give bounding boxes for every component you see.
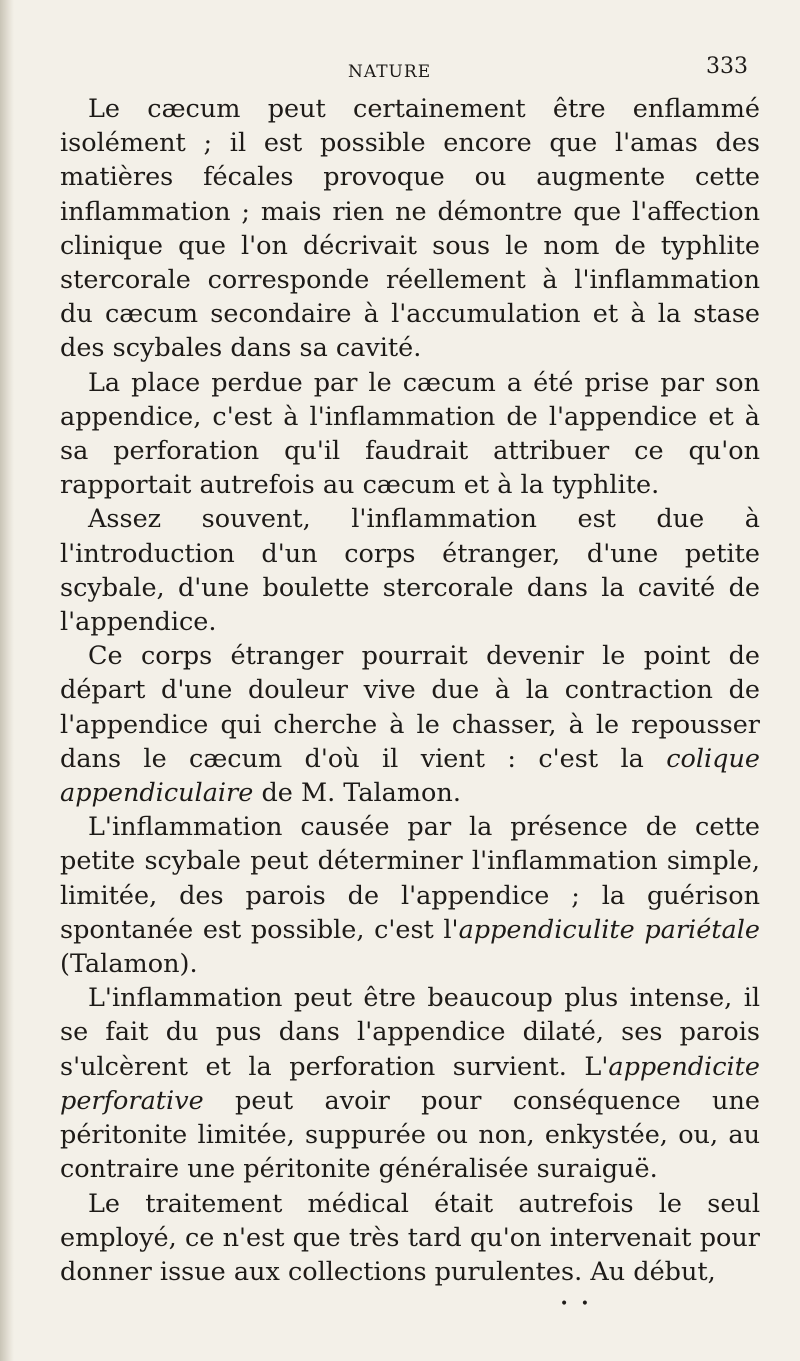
- page-number: 333: [706, 54, 748, 79]
- paragraph: [60, 502, 760, 639]
- signature-mark: • •: [560, 1296, 593, 1312]
- paragraph: [60, 92, 760, 366]
- paragraph-text: Le traitement médical était autrefois le seul employé, ce n'est que très tard qu'on intervenait pour donner issue aux collections purulentes. Au début,: [60, 1188, 760, 1287]
- page-edge-shadow: [0, 0, 14, 1361]
- paragraph-text: peut avoir pour conséquence une péritonite limitée, suppurée ou non, enkystée, ou, au contraire une péritonite généralisée suraiguë.: [60, 1085, 760, 1185]
- paragraph-text: L'inflammation peut être beaucoup plus intense, il se fait du pus dans l'appendice dilaté, ses parois s'ulcèrent et la perforation survient. L': [60, 983, 760, 1082]
- paragraph: [60, 1187, 760, 1290]
- paragraph-text: La place perdue par le cæcum a été prise par son appendice, c'est à l'inflammation de l'appendice et à sa perforation qu'il faudrait attribuer ce qu'on rapportait autrefois au cæcum et à la typhlite.: [60, 367, 760, 501]
- body-text: [60, 92, 760, 1289]
- italic-term: appendiculite pariétale: [458, 914, 760, 945]
- paragraph: [60, 810, 760, 981]
- italic-term: colique appendiculaire: [60, 743, 760, 809]
- running-head: NATURE: [348, 62, 432, 82]
- paragraph-text: Ce corps étranger pourrait devenir le point de départ d'une douleur vive due à la contraction de l'appendice qui cherche à le chasser, à le repousser dans le cæcum d'où il vient : c'est la: [60, 641, 760, 774]
- paragraph: [60, 366, 760, 503]
- paragraph-text: Le cæcum peut certainement être enflammé isolément ; il est possible encore que l'amas des matières fécales provoque ou augmente cette inflammation ; mais rien ne démontre que l'affection clinique que l'on décrivait sous le nom de typhlite stercorale corresponde réellement à l'inflammation du cæcum secondaire à l'accumulation et à la stase des scybales dans sa cavité.: [60, 94, 760, 364]
- paragraph-text: de M. Talamon.: [253, 778, 461, 809]
- italic-term: appendicite perforative: [60, 1051, 760, 1116]
- paragraph-text: L'inflammation causée par la présence de cette petite scybale peut déterminer l'inflammation simple, limitée, des parois de l'appendice ; la guérison spontanée est possible, c'est l': [60, 812, 760, 945]
- paragraph-text: Assez souvent, l'inflammation est due à l'introduction d'un corps étranger, d'une petite scybale, d'une boulette stercorale dans la cavité de l'appendice.: [60, 504, 760, 638]
- paragraph-text: (Talamon).: [60, 949, 198, 980]
- paragraph: [60, 639, 760, 810]
- paragraph: [60, 981, 760, 1186]
- page-header: [0, 54, 800, 94]
